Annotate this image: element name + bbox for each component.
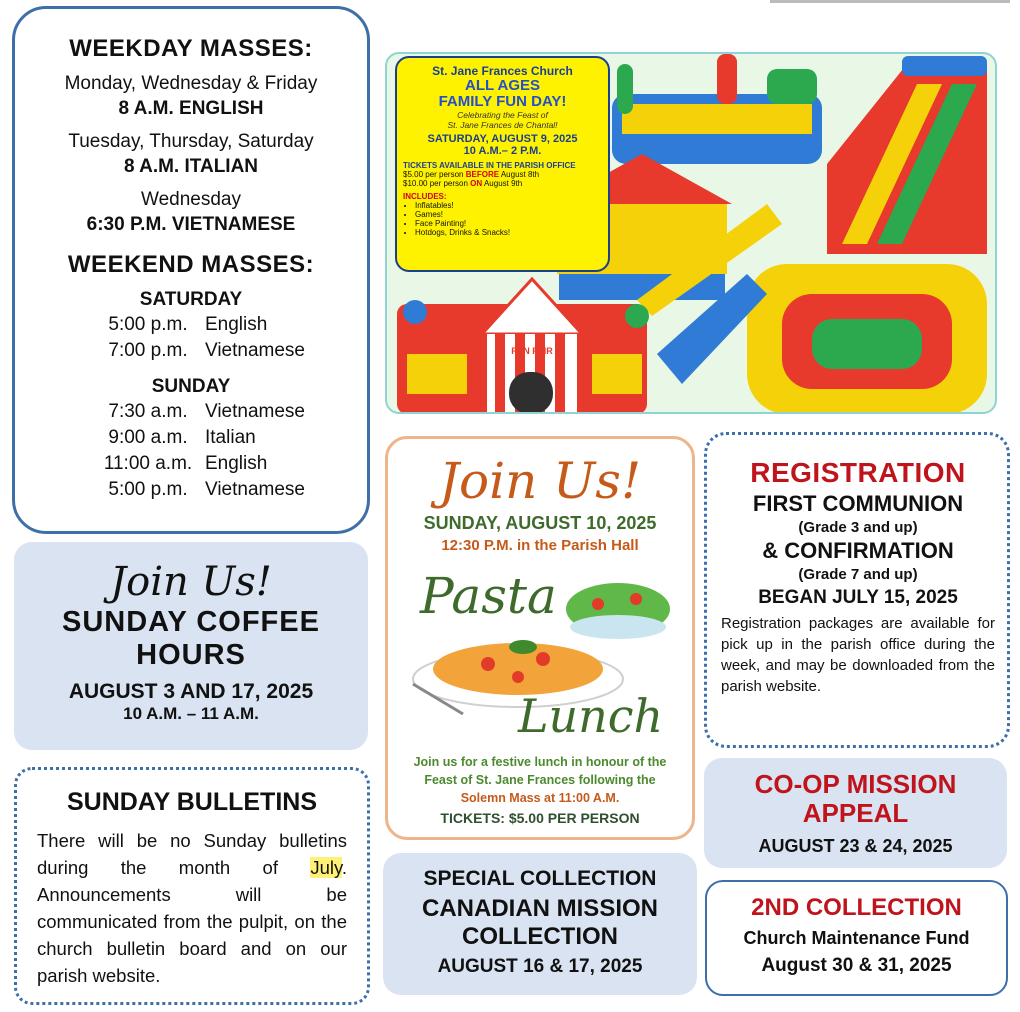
mass-time: 5:00 p.m. [108, 479, 188, 500]
masses-schedule [12, 6, 370, 534]
family-fun-day-poster [385, 52, 997, 414]
registration-title: REGISTRATION [750, 457, 966, 488]
highlighted-word: July [310, 857, 342, 878]
registration-began: BEGAN JULY 15, 2025 [758, 587, 958, 608]
tomato-icon [630, 593, 642, 605]
tomato-icon [592, 598, 604, 610]
mass-row [29, 399, 353, 425]
registration-notice [704, 432, 1010, 748]
giant-slide-shape [902, 56, 987, 76]
weekday-time: 8 A.M. ENGLISH [118, 98, 264, 119]
grade-note: (Grade 3 and up) [798, 519, 918, 536]
coffee-title-line2: HOURS [136, 639, 246, 671]
second-collection-title: 2ND COLLECTION [751, 894, 962, 921]
flyer-title-line2: FAMILY FUN DAY! [438, 93, 567, 110]
grade-note: (Grade 7 and up) [798, 566, 918, 583]
pasta-word: Pasta [420, 567, 557, 625]
bulletins-text-part: . Announcements will be communicated from the pulpit, on the church bulletin board and on our parish website. [37, 857, 347, 986]
obstacle-course-shape [767, 69, 817, 104]
description-line: Feast of St. Jane Frances following the [424, 773, 656, 787]
tomato-icon [512, 671, 524, 683]
special-collection-title: COLLECTION [462, 923, 618, 950]
bulletins-text [37, 827, 347, 989]
confirmation: & CONFIRMATION [762, 538, 954, 563]
mass-language: English [205, 314, 268, 335]
special-collection-label: SPECIAL COLLECTION [423, 867, 657, 890]
weekday-time: 6:30 P.M. VIETNAMESE [86, 214, 296, 235]
weekend-title: WEEKEND MASSES: [67, 251, 315, 278]
flyer-price [403, 179, 602, 188]
bulletins-text-part: There will be no Sunday bulletins during the month of [37, 830, 347, 878]
pasta-time: 12:30 P.M. in the Parish Hall [441, 537, 639, 554]
saturday-label: SATURDAY [139, 289, 243, 310]
mass-row [29, 451, 353, 477]
special-collection-date: AUGUST 16 & 17, 2025 [437, 956, 643, 977]
ticket-booth [407, 354, 467, 394]
mass-language: Italian [205, 427, 256, 448]
mass-row [29, 312, 353, 338]
weekday-days: Wednesday [141, 189, 241, 210]
mass-language: Vietnamese [205, 340, 305, 361]
mass-time: 7:30 a.m. [108, 401, 188, 422]
mass-row [29, 425, 353, 451]
ticket-sign: TICKET [604, 346, 630, 353]
first-communion: FIRST COMMUNION [752, 491, 964, 516]
tomato-icon [481, 657, 495, 671]
weekday-days: Tuesday, Thursday, Saturday [68, 131, 314, 152]
flyer-date: SATURDAY, AUGUST 9, 2025 [427, 133, 578, 145]
second-collection-panel [705, 880, 1008, 996]
mass-time: 5:00 p.m. [108, 314, 188, 335]
obstacle-course-shape [622, 104, 812, 134]
price-emphasis: ON [470, 179, 483, 188]
coffee-date: AUGUST 3 AND 17, 2025 [68, 680, 314, 703]
sunday-label: SUNDAY [151, 376, 231, 397]
top-divider [770, 0, 1010, 3]
salad-bowl [570, 615, 666, 639]
coop-title: CO-OP MISSION [754, 769, 957, 799]
mass-row [29, 338, 353, 364]
bulletins-notice [14, 767, 370, 1005]
flyer-time: 10 A.M.– 2 P.M. [463, 145, 542, 157]
second-collection-fund: Church Maintenance Fund [743, 928, 970, 948]
weekday-time: 8 A.M. ITALIAN [123, 156, 259, 177]
balloon-decoration [403, 300, 427, 324]
coffee-time: 10 A.M. – 11 A.M. [123, 704, 259, 723]
description-line: Join us for a festive lunch in honour of the [413, 755, 667, 769]
flyer-subtitle: St. Jane Frances de Chantal! [447, 120, 558, 130]
price-text: August 9th [482, 179, 523, 188]
mass-time: 7:00 p.m. [108, 340, 188, 361]
obstacle-course-shape [617, 64, 633, 114]
flyer-includes-list [403, 201, 602, 237]
weekday-days: Monday, Wednesday & Friday [64, 73, 318, 94]
mass-row [29, 477, 353, 503]
tent-stripe [495, 334, 505, 414]
coffee-hours-panel [14, 542, 368, 750]
bulletins-title: SUNDAY BULLETINS [66, 788, 318, 816]
tent-stripe [555, 334, 565, 414]
fun-fair-sign: FUN FAIR [511, 346, 553, 356]
pasta-description [398, 753, 682, 807]
pasta-tickets: TICKETS: $5.00 PER PERSON [440, 810, 640, 826]
fun-day-flyer [395, 56, 610, 272]
list-item: • Hotdogs, Drinks & Snacks! [415, 228, 602, 237]
second-collection-date: August 30 & 31, 2025 [761, 955, 952, 976]
tomato-icon [536, 652, 550, 666]
obstacle-course-shape [717, 54, 737, 104]
pasta-lunch-flyer [385, 436, 695, 840]
mass-time: 11:00 a.m. [103, 453, 193, 474]
maze-course-shape [812, 319, 922, 369]
coffee-title-line1: SUNDAY COFFEE [62, 606, 320, 638]
price-emphasis: BEFORE [465, 170, 500, 179]
mass-language: Vietnamese [205, 479, 305, 500]
registration-text: Registration packages are available for pick up in the parish office during the week, and may be downloaded from the parish website. [721, 615, 995, 695]
weekday-title: WEEKDAY MASSES: [69, 35, 313, 62]
balloon-decoration [625, 304, 649, 328]
mass-time: 9:00 a.m. [108, 427, 188, 448]
price-text: August 8th [499, 170, 540, 179]
lunch-word: Lunch [518, 689, 664, 743]
special-collection-title: CANADIAN MISSION [421, 895, 658, 922]
mass-language: English [205, 453, 268, 474]
price-text: $5.00 per person [403, 170, 466, 179]
flyer-subtitle: Celebrating the Feast of [457, 110, 548, 120]
list-item: • Games! [415, 210, 602, 219]
flyer-title-line1: ALL AGES [464, 77, 540, 94]
join-us-heading: Join Us! [110, 559, 272, 605]
special-collection-panel [383, 853, 697, 995]
coop-date: AUGUST 23 & 24, 2025 [758, 836, 953, 856]
flyer-includes-label: INCLUDES: [403, 192, 447, 201]
list-item: • Face Painting! [415, 219, 602, 228]
flyer-church: St. Jane Frances Church [432, 64, 573, 78]
list-item: • Inflatables! [415, 201, 602, 210]
pasta-date: SUNDAY, AUGUST 10, 2025 [423, 513, 657, 533]
coop-mission-panel [704, 758, 1007, 868]
flyer-tickets: TICKETS AVAILABLE IN THE PARISH OFFICE [403, 161, 576, 170]
ticket-booth [592, 354, 642, 394]
join-us-heading: Join Us! [438, 452, 642, 510]
coop-title: APPEAL [802, 798, 909, 828]
description-line: Solemn Mass at 11:00 A.M. [460, 791, 620, 805]
tent-entrance [509, 372, 553, 414]
mass-language: Vietnamese [205, 401, 305, 422]
basil-leaf [509, 640, 537, 654]
flyer-price [403, 170, 602, 179]
price-text: $10.00 per person [403, 179, 471, 188]
